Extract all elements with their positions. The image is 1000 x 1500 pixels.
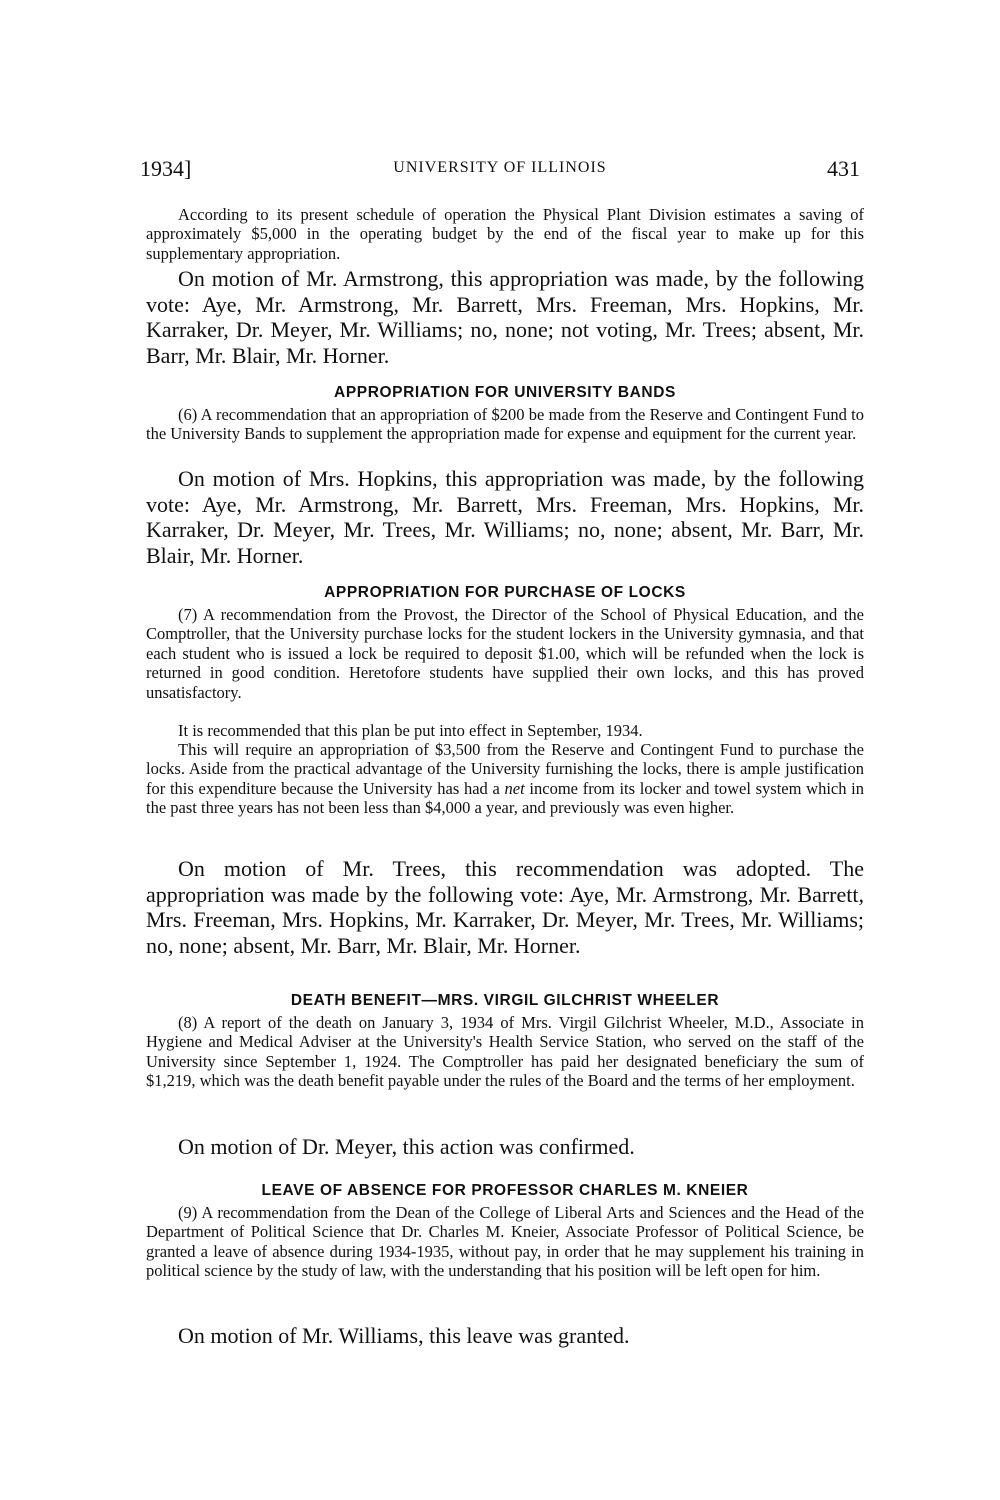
intro-motion: On motion of Mr. Armstrong, this appropriation was made, by the following vote: Aye, Mr. Armstrong, Mr. Barrett, Mrs. Freeman, Mrs. Hopkins, Mr. Karraker, Dr. Meyer, Mr. Williams; no, none; not voting, Mr. Trees; absent, Mr. Barr, Mr. Blair, Mr. Horner.: [146, 266, 864, 368]
header-title: UNIVERSITY OF ILLINOIS: [393, 159, 607, 176]
item-8-paragraph: (8) A report of the death on January 3, 1934 of Mrs. Virgil Gilchrist Wheeler, M.D., Associate in Hygiene and Medical Adviser at the University's Health Service Station, who served on the staff of the University since September 1, 1924. The Comptroller has paid her designated beneficiary the sum of $1,219, which was the death benefit payable under the rules of the Board and the terms of her employment.: [146, 1013, 864, 1091]
heading-university-bands: APPROPRIATION FOR UNIVERSITY BANDS: [334, 384, 676, 401]
item-7-funding-paragraph: [146, 740, 864, 818]
item-9-paragraph: (9) A recommendation from the Dean of the College of Liberal Arts and Sciences and the Head of the Department of Political Science that Dr. Charles M. Kneier, Associate Professor of Political Science, be granted a leave of absence during 1934-1935, without pay, in order that he may supplement his training in political science by the study of law, with the understanding that his position will be left open for him.: [146, 1203, 864, 1281]
page-number: 431: [827, 156, 860, 181]
net-emphasis: net: [504, 778, 525, 798]
item-6-motion: On motion of Mrs. Hopkins, this appropriation was made, by the following vote: Aye, Mr. Armstrong, Mr. Barrett, Mrs. Freeman, Mrs. Hopkins, Mr. Karraker, Dr. Meyer, Mr. Trees, Mr. Williams; no, none; absent, Mr. Barr, Mr. Blair, Mr. Horner.: [146, 466, 864, 568]
item-9-motion: On motion of Mr. Williams, this leave was granted.: [178, 1323, 630, 1348]
item-8-motion: On motion of Dr. Meyer, this action was confirmed.: [178, 1134, 635, 1159]
item-7-paragraph: (7) A recommendation from the Provost, the Director of the School of Physical Education, and the Comptroller, that the University purchase locks for the student lockers in the University gymnasia, and that each student who is issued a lock be required to deposit $1.00, which will be refunded when the lock is returned in good condition. Heretofore students have supplied their own locks, and this has proved unsatisfactory.: [146, 605, 864, 702]
heading-death-benefit: DEATH BENEFIT—MRS. VIRGIL GILCHRIST WHEELER: [290, 992, 720, 1009]
heading-leave-of-absence: LEAVE OF ABSENCE FOR PROFESSOR CHARLES M. KNEIER: [261, 1182, 749, 1199]
item-6-paragraph: (6) A recommendation that an appropriation of $200 be made from the Reserve and Contingent Fund to the University Bands to supplement the appropriation made for expense and equipment for the current year.: [146, 405, 864, 444]
heading-purchase-of-locks: APPROPRIATION FOR PURCHASE OF LOCKS: [324, 584, 686, 601]
intro-paragraph: According to its present schedule of operation the Physical Plant Division estimates a saving of approximately $5,000 in the operating budget by the end of the fiscal year to make up for this supplementary appropriation.: [146, 205, 864, 263]
running-header: [140, 156, 860, 186]
item-7-motion: On motion of Mr. Trees, this recommendation was adopted. The appropriation was made by the following vote: Aye, Mr. Armstrong, Mr. Barrett, Mrs. Freeman, Mrs. Hopkins, Mr. Karraker, Dr. Meyer, Mr. Trees, Mr. Williams; no, none; absent, Mr. Barr, Mr. Blair, Mr. Horner.: [146, 856, 864, 958]
header-year: 1934]: [140, 156, 192, 181]
funding-text-post: income from its locker and towel system which in the past three years has not been less than $4,000 a year, and previously was even higher.: [146, 778, 865, 818]
item-7-recommendation: It is recommended that this plan be put into effect in September, 1934.: [178, 721, 643, 740]
funding-text-pre: This will require an appropriation of $3,500 from the Reserve and Contingent Fund to purchase the locks. Aside from the practical advantage of the University furnishing the locks, there is ample justification for this expenditure because the University has had a: [146, 740, 864, 798]
